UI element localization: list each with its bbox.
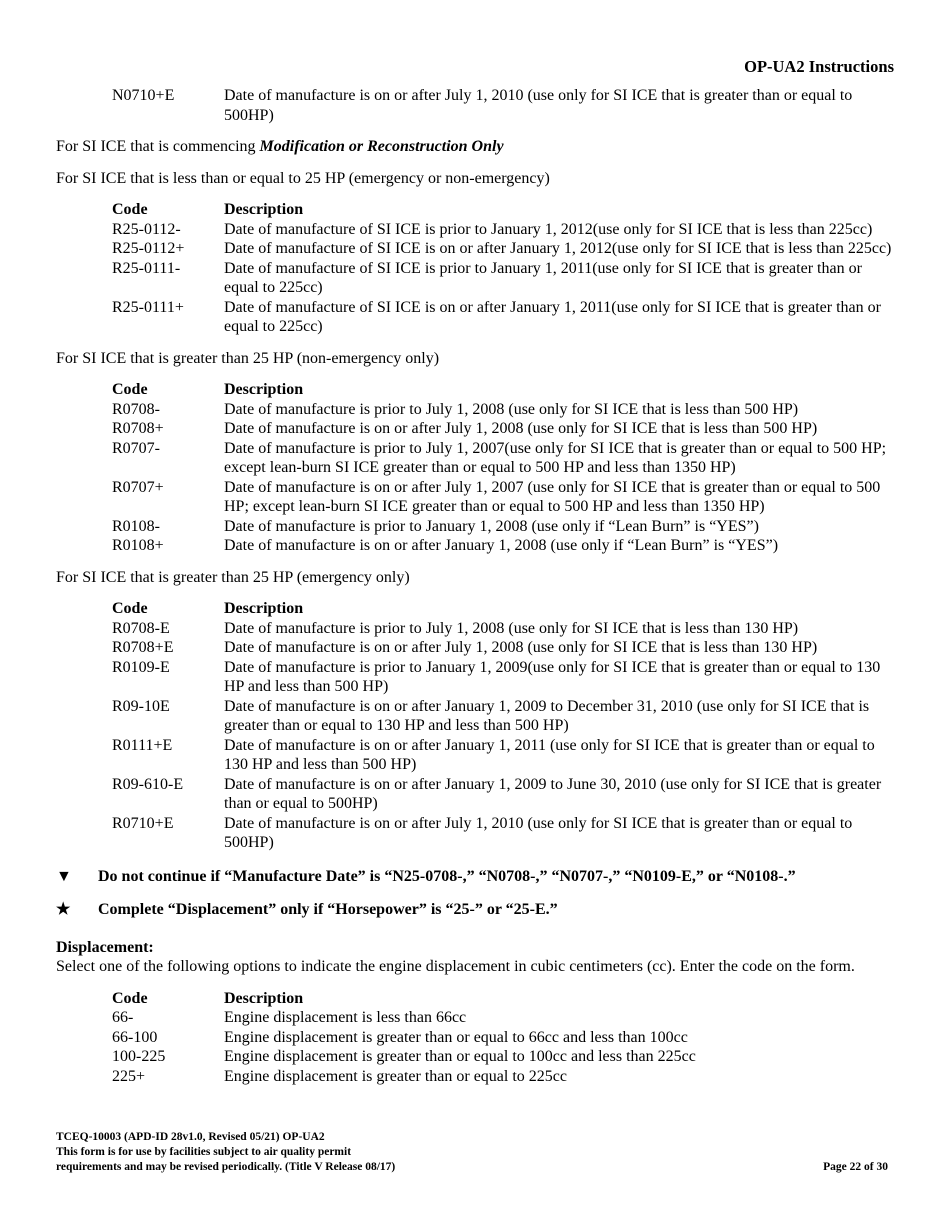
description-cell: Date of manufacture is prior to January 1, 2008 (use only if “Lean Burn” is “YES”) (224, 517, 759, 535)
table-row (112, 439, 896, 478)
modification-heading (56, 137, 896, 157)
code-cell: N0710+E (112, 87, 175, 104)
footer-revision-note: requirements and may be revised periodically. (Title V Release 08/17) (56, 1161, 396, 1173)
table-row (112, 638, 896, 658)
description-cell: Date of manufacture is on or after January 1, 2011 (use only for SI ICE that is greater than or equal to 130 HP and less than 500 HP) (224, 736, 875, 773)
code-column-header: Code (112, 600, 148, 617)
section1-intro: For SI ICE that is less than or equal to 25 HP (emergency or non-emergency) (56, 169, 550, 187)
code-cell: R09-610-E (112, 775, 184, 793)
description-cell: Date of manufacture of SI ICE is on or after January 1, 2011(use only for SI ICE that is greater than or equal to 225cc) (224, 298, 881, 335)
table-row (112, 658, 896, 697)
description-cell: Date of manufacture is prior to July 1, 2008 (use only for SI ICE that is less than 130 HP) (224, 619, 799, 637)
code-cell: R25-0112- (112, 220, 181, 238)
table-row (112, 478, 896, 517)
down-triangle-icon: ▼ (56, 867, 72, 885)
table-row (112, 239, 896, 259)
section3-table (112, 599, 896, 853)
description-cell: Date of manufacture is on or after July 1, 2008 (use only for SI ICE that is less than 130 HP) (224, 639, 818, 656)
modification-heading-emphasis: Modification or Reconstruction Only (259, 138, 504, 155)
page-number: Page 22 of 30 (823, 1161, 888, 1173)
code-column-header: Code (112, 201, 148, 218)
table-row (112, 1028, 896, 1048)
code-cell: R0708+ (112, 420, 164, 437)
description-cell: Engine displacement is less than 66cc (224, 1009, 467, 1026)
code-cell: 100-225 (112, 1048, 166, 1065)
code-cell: 225+ (112, 1067, 146, 1085)
code-column-header: Code (112, 381, 148, 398)
displacement-intro: Select one of the following options to indicate the engine displacement in cubic centimeters (cc). Enter the code on the form. (56, 958, 855, 975)
code-cell: R0707+ (112, 478, 164, 496)
code-cell: R0108+ (112, 537, 164, 554)
description-column-header: Description (224, 600, 304, 617)
description-cell: Date of manufacture is on or after July 1, 2007 (use only for SI ICE that is greater than or equal to 500 HP; except lean-burn SI ICE greater than or equal to 500 HP and less than 1350 HP) (224, 478, 881, 515)
code-cell: 66-100 (112, 1028, 158, 1046)
description-cell: Engine displacement is greater than or equal to 100cc and less than 225cc (224, 1048, 696, 1065)
table-row (112, 775, 896, 814)
table-row (112, 1067, 896, 1087)
footer-usage-note: This form is for use by facilities subject to air quality permit (56, 1146, 352, 1158)
table-header-row (112, 200, 896, 220)
top-code-table (112, 86, 896, 125)
table-row (112, 400, 896, 420)
table-header-row (112, 380, 896, 400)
table-row (112, 536, 896, 556)
star-icon: ★ (56, 901, 71, 918)
description-cell: Date of manufacture is prior to July 1, 2007(use only for SI ICE that is greater than or equal to 500 HP; except lean-burn SI ICE greater than or equal to 500 HP and less than 1350 HP) (224, 439, 887, 476)
description-cell: Date of manufacture is prior to January 1, 2009(use only for SI ICE that is greater than or equal to 130 HP and less than 500 HP) (224, 658, 881, 695)
code-cell: R0708- (112, 400, 160, 418)
description-cell: Engine displacement is greater than or equal to 66cc and less than 100cc (224, 1028, 688, 1046)
description-cell: Date of manufacture is on or after July 1, 2010 (use only for SI ICE that is greater than or equal to 500HP) (224, 814, 853, 851)
section1-table (112, 200, 896, 337)
description-cell: Date of manufacture is on or after July 1, 2010 (use only for SI ICE that is greater than or equal to 500HP) (224, 87, 853, 124)
table-row (112, 1008, 896, 1028)
table-row (112, 220, 896, 240)
description-cell: Date of manufacture is on or after January 1, 2008 (use only if “Lean Burn” is “YES”) (224, 537, 779, 554)
star-note (56, 900, 896, 920)
description-cell: Date of manufacture of SI ICE is prior to January 1, 2011(use only for SI ICE that is greater than or equal to 225cc) (224, 259, 862, 296)
stop-note-text: Do not continue if “Manufacture Date” is “N25-0708-,” “N0708-,” “N0707-,” “N0109-E,” or “N0108-.” (98, 867, 796, 885)
code-cell: R0708-E (112, 619, 170, 637)
table-row (112, 517, 896, 537)
code-column-header: Code (112, 989, 148, 1007)
table-row (112, 814, 896, 853)
code-cell: R0707- (112, 439, 160, 457)
table-row (112, 697, 896, 736)
code-cell: R25-0111- (112, 259, 181, 277)
code-cell: R0708+E (112, 639, 174, 656)
table-row (112, 619, 896, 639)
table-row (112, 1047, 896, 1067)
code-cell: R25-0111+ (112, 298, 184, 316)
displacement-title: Displacement: (56, 938, 154, 956)
section3-intro: For SI ICE that is greater than 25 HP (emergency only) (56, 568, 410, 586)
description-column-header: Description (224, 381, 304, 398)
description-cell: Date of manufacture is on or after January 1, 2009 to June 30, 2010 (use only for SI ICE that is greater than or equal to 500HP) (224, 775, 882, 812)
code-cell: R0109-E (112, 658, 170, 676)
code-cell: R09-10E (112, 697, 170, 715)
table-row (112, 736, 896, 775)
table-header-row (112, 989, 896, 1009)
code-cell: 66- (112, 1009, 134, 1026)
table-header-row (112, 599, 896, 619)
description-cell: Date of manufacture is prior to July 1, 2008 (use only for SI ICE that is less than 500 HP) (224, 400, 799, 418)
description-column-header: Description (224, 989, 304, 1007)
section2-intro: For SI ICE that is greater than 25 HP (non-emergency only) (56, 349, 440, 367)
code-cell: R0108- (112, 517, 160, 535)
description-cell: Date of manufacture is on or after January 1, 2009 to December 31, 2010 (use only for SI ICE that is greater than or equal to 130 HP and less than 500 HP) (224, 697, 870, 734)
footer-form-id: TCEQ-10003 (APD-ID 28v1.0, Revised 05/21) OP-UA2 (56, 1131, 325, 1143)
star-note-text: Complete “Displacement” only if “Horsepower” is “25-” or “25-E.” (98, 901, 558, 918)
table-row (112, 86, 896, 125)
description-cell: Engine displacement is greater than or equal to 225cc (224, 1067, 567, 1085)
table-row (112, 298, 896, 337)
modification-heading-prefix: For SI ICE that is commencing (56, 138, 260, 155)
description-column-header: Description (224, 201, 304, 218)
section2-table (112, 380, 896, 556)
code-cell: R0111+E (112, 736, 173, 754)
code-cell: R25-0112+ (112, 240, 185, 257)
code-cell: R0710+E (112, 814, 174, 832)
displacement-table (112, 989, 896, 1087)
document-body (56, 86, 896, 1086)
description-cell: Date of manufacture of SI ICE is on or after January 1, 2012(use only for SI ICE that is less than 225cc) (224, 240, 892, 257)
page-header-title: OP-UA2 Instructions (744, 57, 894, 76)
table-row (112, 259, 896, 298)
stop-note (56, 867, 896, 887)
description-cell: Date of manufacture of SI ICE is prior to January 1, 2012(use only for SI ICE that is less than 225cc) (224, 220, 873, 238)
page-footer (56, 1130, 888, 1175)
table-row (112, 419, 896, 439)
description-cell: Date of manufacture is on or after July 1, 2008 (use only for SI ICE that is less than 500 HP) (224, 420, 818, 437)
